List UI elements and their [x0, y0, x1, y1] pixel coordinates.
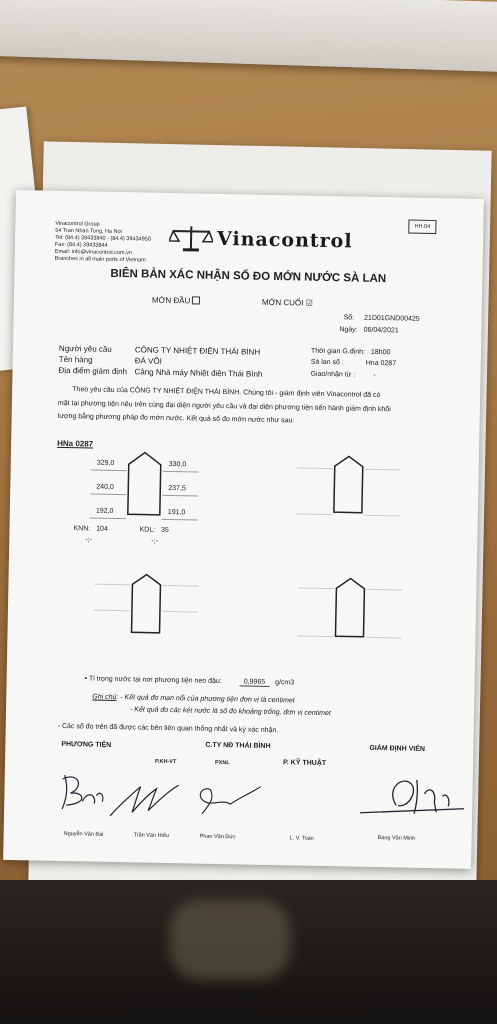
company-line: Email: info@vinacontrol.com.vn [54, 248, 132, 257]
signer-name: Phan Văn Đức [199, 833, 236, 841]
dept-planning: P.KH-VT [154, 758, 177, 766]
signer-name: Trần Văn Hiếu [133, 832, 169, 840]
draft-left-aft: 192,0 [95, 507, 114, 515]
company-info [55, 221, 152, 265]
agreement-statement: - Các số đo trên đã được các bên liên quan thống nhất và ký xác nhận. [57, 722, 279, 735]
notes-line-2: - Kết quả đo các két nước là số đo khoảng trống, đơn vị centimet [129, 706, 331, 718]
requester-label: Người yêu cầu [58, 343, 112, 354]
barge-name: HNa 0287 [57, 438, 94, 449]
inspection-time-value: 18h00 [370, 348, 391, 357]
inspection-time-label: Thời gian G.định: [310, 347, 366, 356]
check-icon: ☑ [305, 298, 313, 308]
company-signatory: C.TY NĐ THÁI BÌNH [205, 741, 271, 750]
delivery-from-label: Giao/nhận từ : [310, 370, 356, 379]
last-draft-label: MỚN CUỐI [261, 297, 304, 308]
document-title: BIÊN BẢN XÁC NHẬN SỐ ĐO MỚN NƯỚC SÀ LAN [110, 267, 387, 286]
delivery-from [310, 371, 375, 379]
draft-right-mid: 237,5 [168, 484, 186, 493]
company-line: Branches in all main ports of Vietnam [54, 255, 146, 264]
requester-value: CÔNG TY NHIỆT ĐIỆN THÁI BÌNH [134, 345, 261, 357]
delivery-from-value: - [373, 371, 376, 379]
kdl-dash: -;- [151, 537, 158, 545]
barge-outline-icon [126, 450, 163, 517]
dept-technical: P. KỸ THUẬT [282, 759, 327, 768]
barge-number [311, 359, 397, 368]
company-line: 54 Tran Nhan Tong, Ha Noi [55, 227, 122, 236]
barge-outline-icon [332, 454, 365, 515]
place-value: Cảng Nhà máy Nhiệt điện Thái Bình [134, 367, 263, 379]
doc-number-value: 21D01GND00425 [364, 314, 420, 323]
floor-area [0, 880, 497, 1024]
first-draft-checkbox [192, 296, 200, 304]
signer-name: L. V. Toán [289, 835, 314, 842]
doc-date-value: 06/04/2021 [363, 326, 399, 335]
density-label: Tỉ trọng nước tại nơi phương tiện neo đậu: [88, 675, 222, 686]
draft-left-mid: 240,0 [96, 483, 114, 491]
intro-line: lượng bằng phương pháp đo mớn nước. Kết quả số đo mớn nước như sau: [57, 412, 295, 425]
last-draft-option [262, 298, 313, 308]
goods-value: ĐÁ VÔI [134, 356, 162, 366]
notes-text-1: : - Kết quả đo mạn nổi của phương tiện đơn vị là centimet [116, 694, 295, 705]
barge-number-value: Hna 0287 [365, 359, 397, 368]
draft-right-aft: 191,0 [167, 508, 186, 517]
brand-name: Vinacontrol [216, 227, 353, 253]
knn-dash: -;- [85, 536, 92, 544]
signer-name: Bàng Văn Minh [377, 835, 416, 842]
form-code: HH.04 [408, 220, 436, 235]
first-draft-option [152, 296, 201, 306]
kdl-value: 35 [160, 526, 169, 534]
intro-line: Theo yêu cầu của CÔNG TY NHIỆT ĐIỆN THÁI BÌNH. Chúng tôi - giám định viên Vinacontrol đã có [72, 386, 381, 400]
knn-label: KNN: [73, 525, 91, 533]
inspection-time [311, 348, 391, 357]
doc-date-label: Ngày: [339, 326, 358, 334]
density-value: 0,9965 [240, 678, 270, 687]
company-line: Fax: (84.4) 39433844 [54, 241, 108, 249]
signer-name: Nguyễn Văn Bài [63, 831, 104, 838]
handwritten-signatures [44, 765, 465, 833]
vehicle-signatory: PHƯƠNG TIỆN [61, 740, 112, 749]
company-line: Vinacontrol Group [55, 220, 100, 228]
inspector-signatory: GIÁM ĐỊNH VIÊN [369, 744, 426, 753]
barge-outline-icon [129, 572, 162, 635]
doc-number [344, 314, 420, 322]
goods-label: Tên hàng [58, 354, 93, 365]
knn-reading [73, 525, 108, 533]
intro-line: mặt tại phương tiện nêu trên cùng đại diện người yêu cầu và đại diện phương tiện tiến hành giám định khối [57, 399, 391, 414]
first-draft-label: MỚN ĐẦU [151, 295, 191, 306]
density-row: • Tỉ trọng nước tại nơi phương tiện neo đậu: 0,9965 g/cm3 [84, 675, 295, 687]
doc-date [339, 326, 398, 334]
company-line: Tel: (84.4) 39433840 - (84.4) 39434950 [55, 234, 151, 243]
kdl-label: KDL: [139, 526, 156, 534]
draft-left-fore: 329,0 [96, 459, 115, 467]
doc-number-label: Số: [343, 314, 355, 322]
barge-number-label: Sà lan số : [310, 358, 344, 367]
kdl-reading [139, 526, 168, 534]
notes-line-1 [92, 694, 295, 705]
density-unit: g/cm3 [275, 679, 295, 687]
knn-value: 104 [96, 525, 108, 533]
place-label: Địa điểm giám định [58, 365, 128, 377]
scales-logo-icon [169, 223, 214, 254]
dept-fuel: PXNL [214, 759, 230, 767]
notes-label: Ghi chú [92, 693, 117, 702]
document-sheet [3, 190, 484, 869]
barge-outline-icon [333, 576, 366, 639]
draft-right-fore: 330,0 [168, 460, 187, 469]
